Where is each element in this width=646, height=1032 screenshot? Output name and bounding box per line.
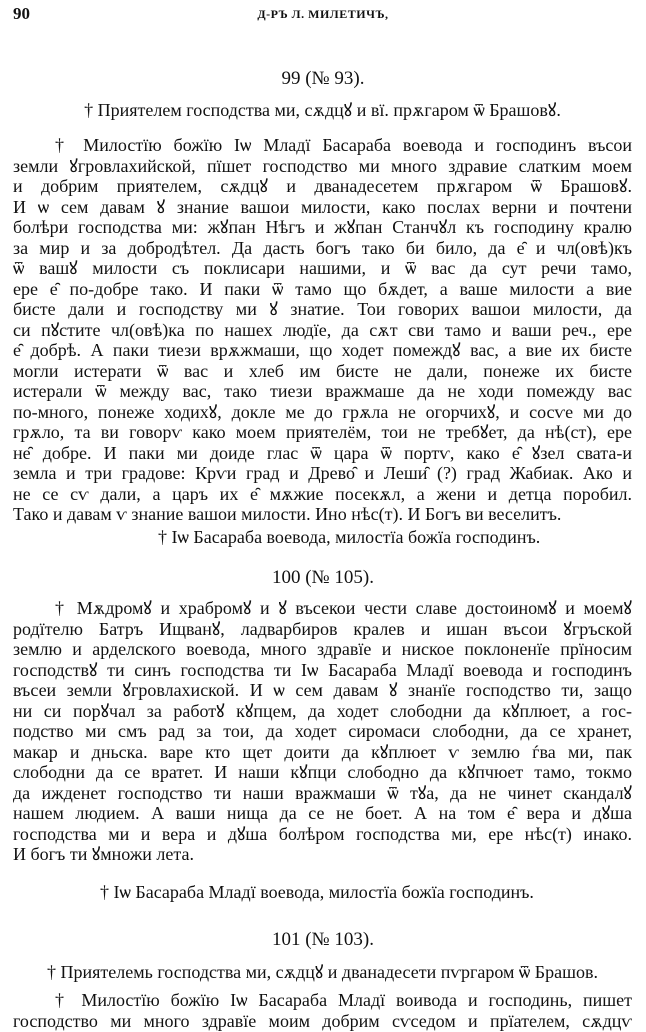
text-line: и добрим приятелем, сѫдцꙋ и дванадесетем прѫгаром ѿ Брашовꙋ. xyxy=(13,176,632,196)
letter-body xyxy=(13,598,632,865)
text-line: по-много, понеже ходихꙋ, докле ме до грѫла не огорчихꙋ, и сосѵе ми до xyxy=(13,401,632,422)
text-line: † Милостїю божїю Iѡ Младї Басараба воевода и господинъ въсои xyxy=(55,135,632,155)
text-line: не се сѵ дали, а царъ их е̑ мѫжие посекѫл, а жени и детца поробил. xyxy=(13,483,632,504)
text-line: ѿ вашꙋ милости съ поклисари нашими, и ѿ вас да сут речи тамо, xyxy=(13,258,632,278)
text-line: господства ми и вера и дꙋша болѣром господства ми, ере нѣс(т) инако. xyxy=(13,823,632,844)
text-line: не̑ добре. И паки ми доиде глас ѿ цара ѿ портѵ, како е̑ ꙋзел свата-и xyxy=(13,442,632,463)
letter-body xyxy=(13,990,632,1031)
text-line: слободни да се вратет. И наши кꙋпци слободно да кꙋпчюет тамо, токмо xyxy=(13,762,632,782)
letter-heading: 99 (№ 93). xyxy=(281,68,365,89)
text-line: могли истерати ѿ вас и хлеб им бисте не дали, понеже их бисте xyxy=(13,360,632,381)
letter-heading: 101 (№ 103). xyxy=(271,929,375,950)
text-line: макар и дньска. варе кто щет доити да кꙋплюет ѵ землю ѓва ми, пак xyxy=(13,741,632,762)
letter-body xyxy=(13,135,632,525)
letter-heading: 100 (№ 105). xyxy=(271,567,375,588)
text-line: И ѡ сем давам ꙋ знание вашои милости, како послах верни и почтени xyxy=(13,196,632,217)
text-line: ере е̑ по-добре тако. И паки ѿ тамо що бѫдет, а ваше милости а вие xyxy=(13,278,632,299)
text-line: родїтелю Батръ Ищванꙋ, ладварбиров кралев и ишан въсои ꙋгръской xyxy=(13,618,632,639)
page-number: 90 xyxy=(13,4,30,23)
text-line: землю и арделского воевода, много здравїе и ниское поклоненїе прїносим xyxy=(13,639,632,659)
letter-signature: † Iѡ Басараба Младї воевода, милостїа божїа господинъ. xyxy=(100,882,534,902)
letter-address: † Приятелем господства ми, сѫдцꙋ и вї. прѫгаром ѿ Брашовꙋ. xyxy=(84,100,561,120)
text-line: болѣри господства ми: жꙋпан Нѣгъ и жꙋпан Станчꙋл къ господину кралю xyxy=(13,217,632,237)
text-line: † Милостїю божїю Iѡ Басараба Младї воивода и господинь, пишет xyxy=(55,990,632,1010)
text-line: земли ꙋгровлахийской, пїшет господство ми много здравие слатким моем xyxy=(13,155,632,176)
letter-address: † Приятелемь господства ми, сѫдцꙋ и дванадесети пѵргаром ѿ Брашов. xyxy=(47,962,598,982)
text-line: за мир и за добродѣтел. Да дасть богъ тако би било, да е̑ и чл(овѣ)къ xyxy=(13,237,632,258)
running-head: Д-РЪ Л. МИЛЕТИЧЪ, xyxy=(257,7,389,21)
text-line: господствꙋ ти синъ господства ти Iѡ Басараба Младї воевода и господинъ xyxy=(13,659,632,680)
text-line: И богъ ти ꙋмножи лета. xyxy=(13,844,194,864)
text-line: нашем людием. А ваши нища да се не боет. А на том е̑ вера и дꙋша xyxy=(13,803,632,823)
letter-signature: † Iѡ Басараба воевода, милостїа божїа господинъ. xyxy=(158,527,541,547)
text-line: истерали ѿ между вас, тако тиези вражмаше да не ходи помежду вас xyxy=(13,381,632,401)
text-line: земла и три градове: Крѵи град и Древо̑ и Леши̑ (?) град Жабиак. Ако и xyxy=(13,463,632,483)
text-line: е̑ добрѣ. А паки тиези врѫжмаши, що ходет помеждꙋ вас, а вие их бисте xyxy=(13,340,632,360)
text-line: грѫло, та ви говорѵ како моем приятелём, тои не требꙋет, да нѣ(ст), ере xyxy=(13,422,632,442)
text-line: Тако и давам ѵ знание вашои милости. Ино нѣс(т). И Богъ ви веселитъ. xyxy=(13,504,562,524)
text-line: си пꙋстите чл(овѣ)ка по нашех людїе, да сѫт сви тамо и ваши реч., ере xyxy=(13,319,632,340)
text-line: бисте дали и господству ми ꙋ знатие. Тои говорих вашои милости, да xyxy=(13,299,632,319)
text-line: господство ми много здравїе моим добрим сѵседом и прїателем, сѫдцѵ xyxy=(13,1010,632,1031)
text-line: ни си порꙋчал за работꙋ кꙋпцем, да ходет слободни да кꙋплюет, а гос- xyxy=(13,700,632,721)
text-line: въсеи земли ꙋгровлахиской. И ѡ сем давам ꙋ знанїе господство ти, защо xyxy=(13,680,632,700)
text-line: да ижденет господство ти наши вражмаши ѿ тꙋа, да не чинет скандалꙋ xyxy=(13,782,632,803)
text-line: подство ми смъ рад за тои, да ходет сиромаси слободни, да се хранет, xyxy=(13,721,632,741)
text-line: † Мѫдромꙋ и храбромꙋ и ꙋ въсекои чести славе достоиномꙋ и моемꙋ xyxy=(55,598,632,618)
